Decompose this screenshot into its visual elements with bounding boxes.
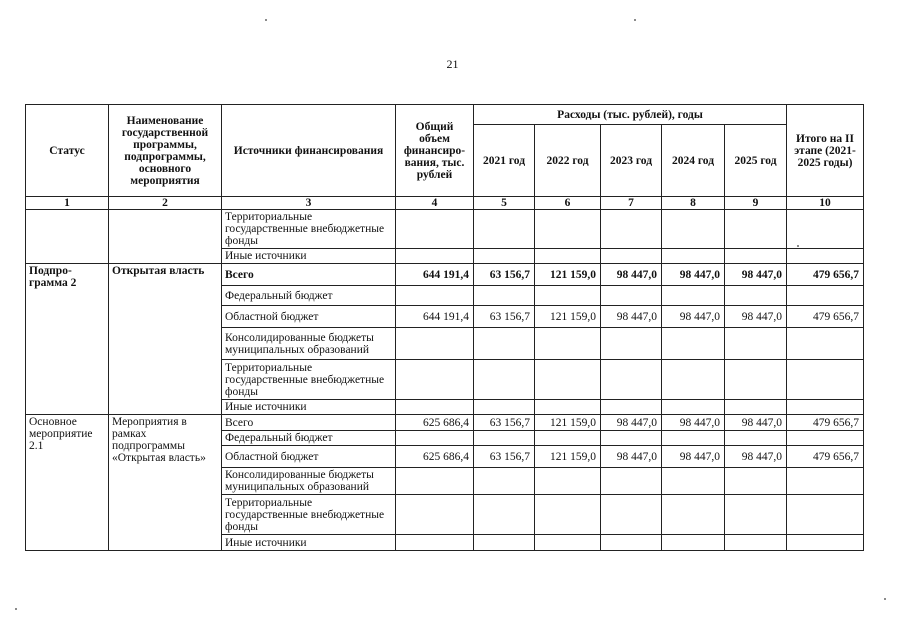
- status-cell: [26, 210, 109, 264]
- value-cell: [725, 468, 787, 495]
- value-cell: [474, 249, 535, 264]
- value-cell: [725, 210, 787, 249]
- column-number: 10: [787, 197, 864, 210]
- value-cell: [601, 286, 662, 306]
- value-cell: [662, 535, 725, 551]
- value-cell: 98 447,0: [725, 415, 787, 431]
- header-year: 2022 год: [535, 125, 601, 197]
- value-cell: [396, 360, 474, 400]
- value-cell: 63 156,7: [474, 446, 535, 468]
- header-expenses: Расходы (тыс. рублей), годы: [474, 105, 787, 125]
- value-cell: [535, 535, 601, 551]
- value-cell: [662, 210, 725, 249]
- page-number: 21: [446, 57, 459, 71]
- header-year: 2025 год: [725, 125, 787, 197]
- header-stage-total: Итого на II этапе (2021-2025 годы): [787, 105, 864, 197]
- scan-speck: [634, 19, 636, 21]
- value-cell: 98 447,0: [601, 306, 662, 328]
- value-cell: 121 159,0: [535, 446, 601, 468]
- table-row: [26, 210, 864, 249]
- name-cell: Открытая власть: [109, 264, 222, 415]
- value-cell: 98 447,0: [601, 415, 662, 431]
- status-cell: Основное мероприятие 2.1: [26, 415, 109, 551]
- value-cell: [725, 535, 787, 551]
- value-cell: [662, 286, 725, 306]
- value-cell: [662, 249, 725, 264]
- value-cell: 63 156,7: [474, 264, 535, 286]
- value-cell: 98 447,0: [601, 446, 662, 468]
- source-cell: Областной бюджет: [222, 446, 396, 468]
- value-cell: [474, 286, 535, 306]
- value-cell: [535, 249, 601, 264]
- value-cell: 98 447,0: [662, 446, 725, 468]
- value-cell: 121 159,0: [535, 415, 601, 431]
- status-cell: Подпро-грамма 2: [26, 264, 109, 415]
- value-cell: [396, 468, 474, 495]
- column-number: 7: [601, 197, 662, 210]
- value-cell: [474, 360, 535, 400]
- value-cell: [662, 495, 725, 535]
- source-cell: Территориальные государственные внебюджетные фонды: [222, 210, 396, 249]
- value-cell: [535, 328, 601, 360]
- scan-speck: [15, 608, 17, 610]
- value-cell: [601, 328, 662, 360]
- header-status: Статус: [26, 105, 109, 197]
- source-cell: Иные источники: [222, 249, 396, 264]
- value-cell: [396, 286, 474, 306]
- value-cell: [396, 535, 474, 551]
- value-cell: [535, 286, 601, 306]
- column-number: 8: [662, 197, 725, 210]
- source-cell: Федеральный бюджет: [222, 286, 396, 306]
- column-number: 2: [109, 197, 222, 210]
- value-cell: [535, 360, 601, 400]
- value-cell: [662, 360, 725, 400]
- header-year: 2024 год: [662, 125, 725, 197]
- value-cell: 98 447,0: [662, 415, 725, 431]
- value-cell: [396, 400, 474, 415]
- financing-table: [25, 104, 864, 551]
- name-cell: Мероприятия в рамках подпрограммы «Открытая власть»: [109, 415, 222, 551]
- value-cell: [396, 328, 474, 360]
- value-cell: [787, 360, 864, 400]
- source-cell: Территориальные государственные внебюджетные фонды: [222, 360, 396, 400]
- header-year: 2023 год: [601, 125, 662, 197]
- value-cell: [396, 495, 474, 535]
- source-cell: Консолидированные бюджеты муниципальных образований: [222, 328, 396, 360]
- value-cell: 644 191,4: [396, 264, 474, 286]
- value-cell: [474, 328, 535, 360]
- column-number: 1: [26, 197, 109, 210]
- value-cell: [601, 495, 662, 535]
- value-cell: [474, 400, 535, 415]
- value-cell: 98 447,0: [725, 446, 787, 468]
- value-cell: [396, 431, 474, 446]
- value-cell: [787, 495, 864, 535]
- table-row: [26, 415, 864, 431]
- value-cell: [601, 249, 662, 264]
- value-cell: [662, 431, 725, 446]
- value-cell: [725, 495, 787, 535]
- value-cell: [662, 400, 725, 415]
- scan-speck: [265, 19, 267, 21]
- value-cell: [601, 431, 662, 446]
- value-cell: [787, 328, 864, 360]
- column-number: 6: [535, 197, 601, 210]
- value-cell: [396, 210, 474, 249]
- header-sources: Источники финансирования: [222, 105, 396, 197]
- value-cell: [474, 495, 535, 535]
- value-cell: 625 686,4: [396, 415, 474, 431]
- value-cell: [601, 400, 662, 415]
- value-cell: [787, 431, 864, 446]
- value-cell: 98 447,0: [662, 264, 725, 286]
- column-number: 9: [725, 197, 787, 210]
- source-cell: Всего: [222, 415, 396, 431]
- value-cell: 98 447,0: [601, 264, 662, 286]
- value-cell: [787, 286, 864, 306]
- value-cell: [601, 360, 662, 400]
- value-cell: [535, 495, 601, 535]
- value-cell: [725, 249, 787, 264]
- value-cell: 479 656,7: [787, 446, 864, 468]
- source-cell: Областной бюджет: [222, 306, 396, 328]
- value-cell: 98 447,0: [725, 264, 787, 286]
- value-cell: [474, 468, 535, 495]
- name-cell: [109, 210, 222, 264]
- value-cell: [535, 400, 601, 415]
- column-number: 4: [396, 197, 474, 210]
- table-row: [26, 264, 864, 286]
- value-cell: [725, 431, 787, 446]
- value-cell: [787, 468, 864, 495]
- value-cell: [725, 328, 787, 360]
- source-cell: Всего: [222, 264, 396, 286]
- value-cell: [474, 535, 535, 551]
- column-number: 5: [474, 197, 535, 210]
- value-cell: [787, 400, 864, 415]
- value-cell: 644 191,4: [396, 306, 474, 328]
- value-cell: 121 159,0: [535, 306, 601, 328]
- value-cell: [396, 249, 474, 264]
- value-cell: 98 447,0: [662, 306, 725, 328]
- value-cell: [601, 535, 662, 551]
- value-cell: 121 159,0: [535, 264, 601, 286]
- header-year: 2021 год: [474, 125, 535, 197]
- value-cell: [787, 535, 864, 551]
- value-cell: [474, 431, 535, 446]
- value-cell: [787, 210, 864, 249]
- value-cell: [662, 468, 725, 495]
- value-cell: [662, 328, 725, 360]
- value-cell: [535, 431, 601, 446]
- column-number-row: [26, 197, 864, 210]
- value-cell: [725, 400, 787, 415]
- scan-speck: [797, 245, 799, 247]
- value-cell: 98 447,0: [725, 306, 787, 328]
- value-cell: 625 686,4: [396, 446, 474, 468]
- value-cell: 479 656,7: [787, 415, 864, 431]
- value-cell: [474, 210, 535, 249]
- value-cell: 479 656,7: [787, 306, 864, 328]
- value-cell: [787, 249, 864, 264]
- scan-speck: [884, 598, 886, 600]
- value-cell: 479 656,7: [787, 264, 864, 286]
- value-cell: [725, 286, 787, 306]
- value-cell: 63 156,7: [474, 306, 535, 328]
- source-cell: Иные источники: [222, 535, 396, 551]
- source-cell: Федеральный бюджет: [222, 431, 396, 446]
- value-cell: 63 156,7: [474, 415, 535, 431]
- value-cell: [601, 210, 662, 249]
- value-cell: [535, 468, 601, 495]
- value-cell: [535, 210, 601, 249]
- header-name: Наименование государственной программы, подпрограммы, основного мероприятия: [109, 105, 222, 197]
- source-cell: Консолидированные бюджеты муниципальных образований: [222, 468, 396, 495]
- value-cell: [725, 360, 787, 400]
- source-cell: Территориальные государственные внебюджетные фонды: [222, 495, 396, 535]
- column-number: 3: [222, 197, 396, 210]
- source-cell: Иные источники: [222, 400, 396, 415]
- value-cell: [601, 468, 662, 495]
- header-total: Общий объем финансиро-вания, тыс. рублей: [396, 105, 474, 197]
